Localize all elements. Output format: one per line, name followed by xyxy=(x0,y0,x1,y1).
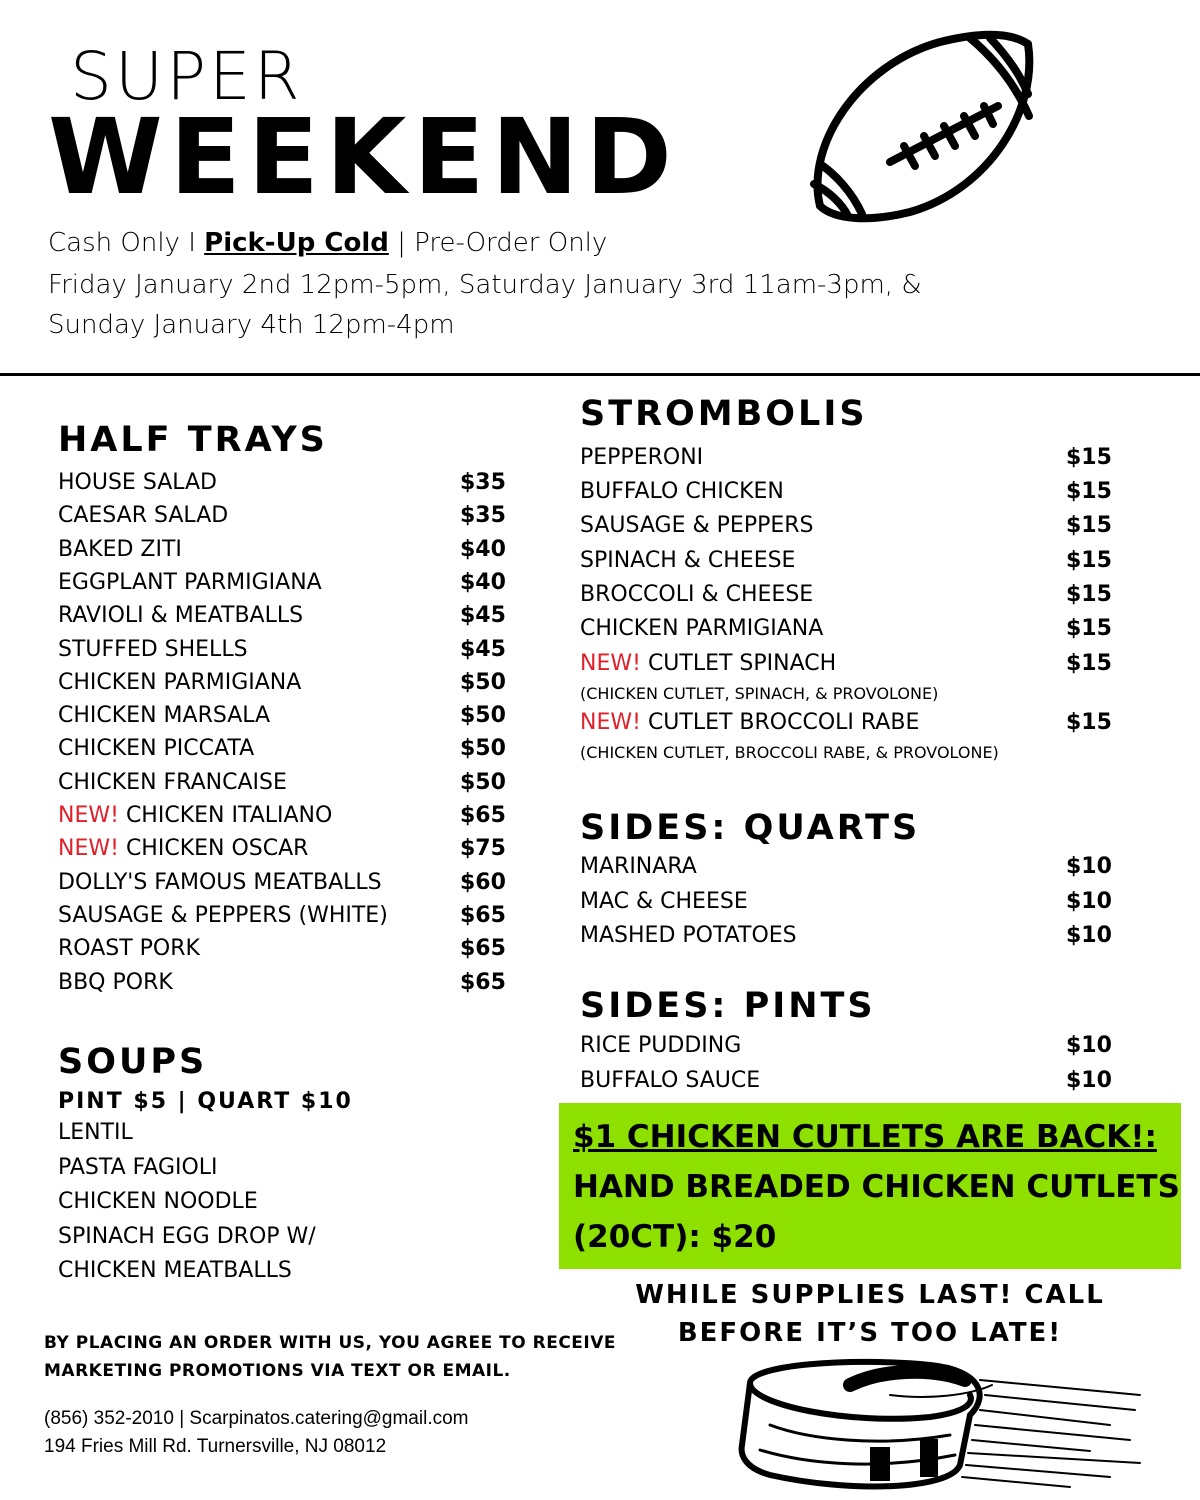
menu-item-label: CHICKEN PARMIGIANA xyxy=(580,616,824,641)
menu-item-name xyxy=(58,736,254,761)
cutlet-spinach-note: (CHICKEN CUTLET, SPINACH, & PROVOLONE) xyxy=(580,684,939,703)
new-label: NEW! xyxy=(58,836,119,862)
menu-item-name xyxy=(58,637,248,662)
menu-item xyxy=(580,923,1126,953)
menu-item xyxy=(58,670,520,700)
soups-pricing: PINT $5 | QUART $10 xyxy=(58,1089,353,1114)
new-label: NEW! xyxy=(580,651,641,676)
contact-address: 194 Fries Mill Rd. Turnersville, NJ 08012 xyxy=(44,1436,387,1457)
menu-item-price: $15 xyxy=(1066,582,1112,607)
menu-item-name xyxy=(58,503,228,528)
menu-item-price: $15 xyxy=(1066,616,1112,641)
menu-item-name xyxy=(580,616,823,641)
menu-item-price: $50 xyxy=(460,669,506,695)
menu-item xyxy=(58,903,520,933)
menu-item-price: $40 xyxy=(460,569,506,595)
menu-item-name xyxy=(58,603,303,628)
menu-item xyxy=(580,513,1126,543)
menu-item-label: RAVIOLI & MEATBALLS xyxy=(58,603,304,629)
menu-item-name xyxy=(580,445,703,470)
menu-item xyxy=(58,736,520,766)
menu-item-label: CHICKEN OSCAR xyxy=(125,836,309,862)
menu-item-price: $65 xyxy=(460,969,506,995)
disclaimer-line-2: MARKETING PROMOTIONS VIA TEXT OR EMAIL. xyxy=(44,1361,511,1381)
menu-item-label: CUTLET SPINACH xyxy=(647,651,837,676)
soup-item: CHICKEN NOODLE xyxy=(58,1189,258,1214)
menu-item-name xyxy=(580,1068,760,1093)
menu-item-price: $40 xyxy=(460,536,506,562)
menu-item xyxy=(580,854,1126,884)
menu-item-label: CUTLET BROCCOLI RABE xyxy=(647,710,920,735)
menu-item xyxy=(580,1033,1126,1063)
menu-item-label: ROAST PORK xyxy=(58,936,200,962)
order-info-line xyxy=(48,228,607,258)
hours-line-2: Sunday January 4th 12pm-4pm xyxy=(48,310,455,340)
menu-item-name xyxy=(58,936,200,961)
menu-item-price: $10 xyxy=(1066,1033,1112,1058)
menu-item-label: HOUSE SALAD xyxy=(58,470,217,495)
menu-item-price: $35 xyxy=(460,503,506,529)
menu-item xyxy=(580,1068,1126,1098)
order-info-pickup: Pick-Up Cold xyxy=(204,228,389,258)
order-info-cash: Cash Only I xyxy=(48,228,205,258)
menu-item-label: CHICKEN ITALIANO xyxy=(125,803,333,828)
menu-item xyxy=(58,470,520,500)
promo-line-1: $1 CHICKEN CUTLETS ARE BACK!: xyxy=(573,1119,1157,1155)
menu-item-name xyxy=(580,854,697,879)
menu-item xyxy=(58,870,520,900)
menu-item-name xyxy=(58,470,217,495)
menu-item-name xyxy=(58,670,301,695)
promo-line-3: (20CT): $20 xyxy=(573,1219,777,1255)
menu-item-name xyxy=(58,970,173,995)
menu-item-label: BUFFALO SAUCE xyxy=(580,1067,761,1093)
menu-item-price: $50 xyxy=(460,769,506,795)
sides-quarts-title: SIDES: QUARTS xyxy=(580,808,921,848)
menu-item-name xyxy=(58,903,388,928)
menu-item-label: EGGPLANT PARMIGIANA xyxy=(58,569,322,595)
menu-item-label: RICE PUDDING xyxy=(580,1033,742,1058)
menu-item-name xyxy=(580,923,797,948)
menu-item xyxy=(580,548,1126,578)
menu-item-label: MARINARA xyxy=(580,854,697,879)
menu-item-label: BBQ PORK xyxy=(58,969,173,995)
half-trays-title: HALF TRAYS xyxy=(58,420,328,460)
menu-item-label: MAC & CHEESE xyxy=(580,888,748,914)
promo-line-2: HAND BREADED CHICKEN CUTLETS xyxy=(573,1169,1180,1205)
menu-item-label: MASHED POTATOES xyxy=(580,923,797,948)
strombolis-title: STROMBOLIS xyxy=(580,394,868,434)
menu-item-label: PEPPERONI xyxy=(580,445,704,470)
menu-item xyxy=(58,770,520,800)
menu-item-name xyxy=(580,548,795,573)
menu-item-price: $65 xyxy=(460,936,506,962)
menu-item-price: $75 xyxy=(460,836,506,862)
menu-item-price: $15 xyxy=(1066,651,1112,676)
disclaimer-line-1: BY PLACING AN ORDER WITH US, YOU AGREE TO RECEIVE xyxy=(44,1333,617,1353)
menu-item xyxy=(58,603,520,633)
header-divider xyxy=(0,373,1200,376)
menu-item xyxy=(580,582,1126,612)
menu-item-name xyxy=(58,803,332,828)
menu-item-label: BAKED ZITI xyxy=(58,536,182,562)
menu-item-price: $10 xyxy=(1066,923,1112,948)
menu-item-name xyxy=(580,479,784,504)
menu-item-price: $65 xyxy=(460,803,506,828)
menu-item-price: $10 xyxy=(1066,888,1112,914)
menu-item xyxy=(580,479,1126,509)
menu-item xyxy=(58,637,520,667)
menu-item-label: BROCCOLI & CHEESE xyxy=(580,582,814,607)
menu-item xyxy=(580,616,1126,646)
hours-line-1: Friday January 2nd 12pm-5pm, Saturday January 3rd 11am-3pm, & xyxy=(48,270,922,300)
menu-item-label: DOLLY'S FAMOUS MEATBALLS xyxy=(58,869,382,895)
menu-item-name xyxy=(580,651,836,676)
soups-title: SOUPS xyxy=(58,1042,208,1082)
menu-item-price: $10 xyxy=(1066,1067,1112,1093)
menu-item-label: STUFFED SHELLS xyxy=(58,636,248,662)
menu-item xyxy=(58,970,520,1000)
title-weekend: WEEKEND xyxy=(48,96,679,218)
soup-item: PASTA FAGIOLI xyxy=(58,1154,218,1180)
menu-item-label: CHICKEN PARMIGIANA xyxy=(58,669,302,695)
promo-banner xyxy=(559,1103,1181,1269)
menu-item-name xyxy=(58,537,182,562)
menu-item-price: $45 xyxy=(460,636,506,662)
cutlet-broccoli-note: (CHICKEN CUTLET, BROCCOLI RABE, & PROVOLONE) xyxy=(580,743,999,762)
menu-item-price: $60 xyxy=(460,869,506,895)
order-info-preorder: | Pre-Order Only xyxy=(388,228,608,258)
menu-item-label: CHICKEN MARSALA xyxy=(58,703,271,729)
menu-item-name xyxy=(580,582,813,607)
menu-item xyxy=(58,537,520,567)
menu-item xyxy=(58,803,520,833)
menu-item xyxy=(58,836,520,866)
menu-item-label: SPINACH & CHEESE xyxy=(580,548,796,573)
menu-item xyxy=(58,703,520,733)
menu-item xyxy=(580,651,1126,681)
menu-item-price: $50 xyxy=(460,736,506,762)
menu-item-name xyxy=(580,1033,741,1058)
menu-item xyxy=(580,710,1126,740)
menu-item-price: $45 xyxy=(460,603,506,629)
menu-item-price: $35 xyxy=(460,470,506,495)
hockey-puck-icon xyxy=(730,1355,1150,1495)
menu-item xyxy=(58,936,520,966)
menu-item-name xyxy=(58,703,270,728)
menu-item xyxy=(580,889,1126,919)
new-label: NEW! xyxy=(58,803,119,828)
supplies-line-1: WHILE SUPPLIES LAST! CALL xyxy=(635,1280,1105,1310)
new-label: NEW! xyxy=(580,710,641,735)
menu-item-name xyxy=(580,710,919,735)
menu-item-label: BUFFALO CHICKEN xyxy=(580,479,784,504)
menu-item xyxy=(580,445,1126,475)
supplies-line-2: BEFORE IT’S TOO LATE! xyxy=(677,1318,1063,1348)
menu-item-name xyxy=(580,513,814,538)
soup-item: LENTIL xyxy=(58,1120,133,1145)
sides-pints-title: SIDES: PINTS xyxy=(580,986,876,1026)
menu-item-price: $15 xyxy=(1066,445,1112,470)
menu-item-label: CAESAR SALAD xyxy=(58,503,229,529)
soup-item: SPINACH EGG DROP W/ xyxy=(58,1223,316,1249)
menu-item-price: $50 xyxy=(460,703,506,729)
menu-item xyxy=(58,503,520,533)
menu-item-price: $65 xyxy=(460,902,506,928)
football-icon xyxy=(800,24,1040,229)
menu-item-name xyxy=(58,836,308,861)
menu-item-label: CHICKEN PICCATA xyxy=(58,736,255,762)
contact-phone-email: (856) 352-2010 | Scarpinatos.catering@gmail.com xyxy=(44,1408,469,1429)
menu-item-price: $15 xyxy=(1066,710,1112,735)
menu-item-name xyxy=(58,770,287,795)
menu-item-price: $15 xyxy=(1066,479,1112,504)
menu-item-name xyxy=(58,570,322,595)
menu-item-price: $15 xyxy=(1066,513,1112,538)
menu-item-price: $10 xyxy=(1066,854,1112,879)
menu-item-name xyxy=(58,870,382,895)
menu-item-price: $15 xyxy=(1066,548,1112,573)
soup-item: CHICKEN MEATBALLS xyxy=(58,1258,292,1283)
menu-item-label: SAUSAGE & PEPPERS (WHITE) xyxy=(58,902,388,928)
menu-item-label: SAUSAGE & PEPPERS xyxy=(580,513,814,538)
menu-item xyxy=(58,570,520,600)
menu-item-name xyxy=(580,889,748,914)
title-super: SUPER xyxy=(70,38,303,115)
menu-item-label: CHICKEN FRANCAISE xyxy=(58,769,287,795)
